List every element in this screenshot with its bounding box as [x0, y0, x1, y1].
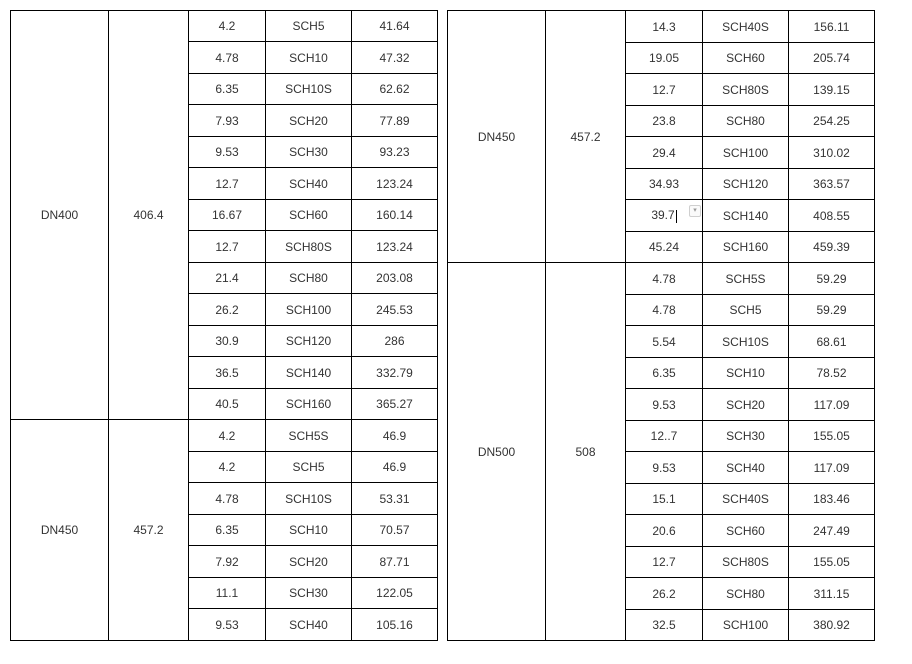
schedule-cell[interactable]: [266, 42, 352, 74]
wall-thickness-cell[interactable]: [189, 515, 266, 546]
cell-text: 87.71: [379, 554, 410, 569]
cell-text: 46.9: [382, 428, 407, 443]
schedule-cell[interactable]: [703, 610, 789, 641]
cell-text: 245.53: [376, 302, 413, 317]
schedule-cell[interactable]: [266, 578, 352, 609]
wall-thickness-cell[interactable]: [626, 43, 703, 74]
weight-cell[interactable]: [789, 295, 875, 326]
cell-text: SCH60: [289, 208, 328, 222]
weight-cell[interactable]: [789, 106, 875, 137]
weight-cell[interactable]: [789, 421, 875, 452]
wall-thickness-cell[interactable]: [189, 294, 266, 326]
schedule-cell[interactable]: [266, 74, 352, 105]
schedule-cell[interactable]: [266, 357, 352, 389]
cell-text: 53.31: [379, 491, 410, 506]
cell-text: 4.78: [215, 50, 239, 65]
schedule-cell[interactable]: [703, 263, 789, 295]
cell-text: 310.02: [813, 145, 850, 160]
cell-text: 6.35: [652, 366, 676, 380]
cell-text: SCH40: [289, 176, 328, 191]
cell-text: 117.09: [813, 397, 850, 412]
weight-cell[interactable]: [789, 610, 875, 641]
schedule-cell[interactable]: [266, 263, 352, 294]
weight-cell[interactable]: [352, 515, 438, 546]
right-pipe-table: [447, 10, 875, 641]
active-wall-thickness-cell[interactable]: [626, 200, 703, 232]
weight-cell[interactable]: [789, 452, 875, 484]
cell-text: 311.15: [813, 586, 850, 601]
cell-text: 7.93: [215, 113, 239, 128]
cell-text: SCH40: [289, 617, 328, 632]
cell-text: 26.2: [652, 586, 676, 601]
cell-text: 247.49: [813, 523, 850, 538]
schedule-cell[interactable]: [703, 358, 789, 389]
cell-text: 59.29: [816, 303, 847, 317]
cell-text: 123.24: [376, 239, 413, 254]
cell-text: SCH10: [289, 523, 328, 537]
cell-text: 45.24: [648, 240, 680, 254]
cell-text: 286: [384, 334, 405, 348]
wall-thickness-cell[interactable]: [189, 263, 266, 294]
weight-cell[interactable]: [352, 326, 438, 357]
nominal-diameter-cell[interactable]: DN450: [11, 420, 109, 641]
wall-thickness-cell[interactable]: [189, 137, 266, 168]
wall-thickness-cell[interactable]: [626, 74, 703, 106]
wall-thickness-cell[interactable]: [189, 609, 266, 641]
cell-text: SCH20: [289, 113, 328, 128]
weight-cell[interactable]: [789, 232, 875, 263]
cell-text: SCH10: [726, 366, 765, 380]
cell-text: SCH30: [289, 145, 328, 159]
cell-text: 59.29: [816, 271, 847, 286]
schedule-cell[interactable]: [703, 484, 789, 515]
schedule-cell[interactable]: [703, 295, 789, 326]
cell-text: 36.5: [215, 365, 239, 380]
cell-text: 139.15: [813, 82, 850, 97]
weight-cell[interactable]: [789, 263, 875, 295]
cell-text: 19.05: [648, 51, 680, 65]
cell-text: SCH30: [726, 429, 765, 443]
wall-thickness-cell[interactable]: [626, 169, 703, 200]
cell-text: 11.1: [215, 586, 239, 600]
cell-text: 4.78: [652, 271, 676, 286]
cell-text: SCH160: [722, 240, 769, 254]
cell-text: SCH80S: [722, 82, 769, 97]
schedule-cell[interactable]: [703, 389, 789, 421]
cell-text: SCH80S: [722, 555, 769, 569]
weight-cell[interactable]: [352, 168, 438, 200]
wall-thickness-cell[interactable]: [626, 578, 703, 610]
cell-text: 6.35: [215, 523, 239, 537]
cell-text: 9.53: [215, 145, 239, 159]
cell-text: SCH10S: [285, 82, 332, 96]
wall-thickness-cell[interactable]: [189, 578, 266, 609]
weight-cell[interactable]: [789, 43, 875, 74]
cell-text: 183.46: [813, 492, 850, 506]
cell-text: SCH100: [285, 302, 332, 317]
wall-thickness-cell[interactable]: [189, 357, 266, 389]
outside-diameter-cell[interactable]: 457.2: [546, 11, 626, 263]
cell-text: SCH160: [285, 397, 332, 411]
cell-text: SCH120: [722, 177, 769, 191]
cell-text: 4.78: [215, 491, 239, 506]
cell-text: 9.53: [652, 397, 676, 412]
cell-text: 155.05: [813, 429, 850, 443]
wall-thickness-cell[interactable]: [626, 295, 703, 326]
schedule-cell[interactable]: [703, 326, 789, 358]
schedule-cell[interactable]: [266, 452, 352, 483]
cell-text: 6.35: [215, 82, 239, 96]
schedule-cell[interactable]: [266, 137, 352, 168]
cell-text: 123.24: [376, 176, 413, 191]
cell-text: 29.4: [652, 145, 676, 160]
cell-text: SCH140: [722, 208, 769, 223]
outside-diameter-cell[interactable]: 508: [546, 263, 626, 641]
cell-text: 254.25: [813, 114, 850, 128]
nominal-diameter-cell[interactable]: DN500: [448, 263, 546, 641]
cell-text: 26.2: [215, 302, 239, 317]
cell-text: SCH80: [726, 586, 765, 601]
schedule-cell[interactable]: [266, 168, 352, 200]
schedule-cell[interactable]: [266, 294, 352, 326]
cell-text: 459.39: [813, 240, 850, 254]
cell-text: 32.5: [652, 618, 676, 632]
schedule-cell[interactable]: [266, 609, 352, 641]
wall-thickness-cell[interactable]: [626, 610, 703, 641]
cell-text: SCH40S: [722, 492, 769, 506]
schedule-cell[interactable]: [703, 106, 789, 137]
cell-text: 46.9: [382, 460, 407, 474]
cell-text: 122.05: [376, 586, 413, 600]
cell-text: SCH5: [292, 19, 325, 33]
weight-cell[interactable]: [352, 42, 438, 74]
cell-text: 47.32: [379, 50, 410, 65]
cell-text: 23.8: [652, 114, 676, 128]
wall-thickness-cell[interactable]: [189, 483, 266, 515]
cell-text: SCH20: [289, 554, 328, 569]
cell-text: 5.54: [652, 334, 676, 349]
cell-text: 16.67: [211, 208, 243, 222]
weight-cell[interactable]: [789, 326, 875, 358]
cell-text: 12.7: [215, 239, 239, 254]
wall-thickness-cell[interactable]: [189, 168, 266, 200]
cell-text: 12..7: [650, 429, 678, 443]
cell-text: SCH60: [726, 51, 765, 65]
weight-cell[interactable]: [789, 389, 875, 421]
weight-cell[interactable]: [789, 137, 875, 169]
wall-thickness-cell[interactable]: [626, 421, 703, 452]
schedule-cell[interactable]: [703, 452, 789, 484]
cell-text: 34.93: [648, 177, 680, 191]
cell-text: SCH5: [292, 460, 325, 474]
schedule-cell[interactable]: [703, 421, 789, 452]
weight-cell[interactable]: [352, 11, 438, 42]
cell-text: SCH5S: [288, 428, 329, 443]
weight-cell[interactable]: [352, 452, 438, 483]
cell-text: 41.64: [379, 19, 410, 33]
cell-text: 117.09: [813, 460, 850, 475]
text-caret: [676, 210, 677, 223]
weight-cell[interactable]: [352, 105, 438, 137]
cell-text: 332.79: [376, 365, 413, 380]
weight-cell[interactable]: [789, 358, 875, 389]
weight-cell[interactable]: [789, 515, 875, 547]
cell-text: SCH80: [289, 271, 328, 285]
cell-text: SCH10: [289, 50, 328, 65]
cell-text: 93.23: [379, 145, 410, 159]
table-row: [448, 263, 875, 295]
schedule-cell[interactable]: [266, 200, 352, 231]
cell-text: SCH80S: [285, 239, 332, 254]
cell-text: SCH100: [722, 618, 769, 632]
schedule-cell[interactable]: [266, 546, 352, 578]
schedule-cell[interactable]: [266, 389, 352, 420]
schedule-cell[interactable]: [266, 231, 352, 263]
table-row: [11, 11, 438, 42]
wall-thickness-cell[interactable]: [626, 106, 703, 137]
wall-thickness-cell[interactable]: [626, 358, 703, 389]
schedule-cell[interactable]: [703, 200, 789, 232]
cell-text: 203.08: [376, 271, 413, 285]
cell-text: SCH20: [726, 397, 765, 412]
cell-text: 160.14: [376, 208, 413, 222]
cell-text: SCH10S: [285, 491, 332, 506]
schedule-cell[interactable]: [266, 11, 352, 42]
schedule-cell[interactable]: [266, 420, 352, 452]
wall-thickness-cell[interactable]: [189, 74, 266, 105]
cell-text: 9.53: [215, 617, 239, 632]
cell-text: 156.11: [813, 19, 850, 34]
wall-thickness-cell[interactable]: [626, 263, 703, 295]
dropdown-arrow-icon[interactable]: ▾: [689, 205, 701, 217]
cell-text: 78.52: [816, 366, 847, 380]
wall-thickness-cell[interactable]: [626, 452, 703, 484]
cell-text: 155.05: [813, 555, 850, 569]
wall-thickness-cell[interactable]: [189, 326, 266, 357]
table-row: [11, 420, 438, 452]
weight-cell[interactable]: [352, 137, 438, 168]
cell-text: 105.16: [376, 617, 413, 632]
outside-diameter-cell[interactable]: 406.4: [109, 11, 189, 420]
cell-text: 68.61: [816, 334, 847, 349]
weight-cell[interactable]: [352, 357, 438, 389]
cell-text: SCH100: [722, 145, 769, 160]
wall-thickness-cell[interactable]: [189, 200, 266, 231]
weight-cell[interactable]: [352, 546, 438, 578]
cell-text: 12.7: [652, 82, 676, 97]
cell-text: 380.92: [813, 618, 850, 632]
schedule-cell[interactable]: [703, 74, 789, 106]
cell-text: 20.6: [652, 523, 676, 538]
weight-cell[interactable]: [352, 420, 438, 452]
wall-thickness-cell[interactable]: [189, 105, 266, 137]
cell-text: 40.5: [215, 397, 239, 411]
cell-text: SCH5: [729, 303, 762, 317]
wall-thickness-cell[interactable]: [626, 11, 703, 43]
weight-cell[interactable]: [352, 609, 438, 641]
cell-text: 15.1: [652, 492, 676, 506]
cell-text: 7.92: [215, 554, 239, 569]
cell-text: 70.57: [379, 523, 410, 537]
cell-text: SCH30: [289, 586, 328, 600]
weight-cell[interactable]: [352, 389, 438, 420]
cell-text: SCH120: [285, 334, 332, 348]
outside-diameter-cell[interactable]: 457.2: [109, 420, 189, 641]
cell-text: 21.4: [215, 271, 239, 285]
cell-text: 9.53: [652, 460, 676, 475]
schedule-cell[interactable]: [703, 137, 789, 169]
schedule-cell[interactable]: [703, 11, 789, 43]
weight-cell[interactable]: [789, 578, 875, 610]
cell-text: SCH60: [726, 523, 765, 538]
wall-thickness-cell[interactable]: [626, 232, 703, 263]
weight-cell[interactable]: [352, 231, 438, 263]
cell-text: SCH5S: [725, 271, 766, 286]
wall-thickness-cell[interactable]: [189, 42, 266, 74]
nominal-diameter-cell[interactable]: DN450: [448, 11, 546, 263]
schedule-cell[interactable]: [266, 105, 352, 137]
schedule-cell[interactable]: [266, 483, 352, 515]
wall-thickness-cell[interactable]: [626, 515, 703, 547]
wall-thickness-cell[interactable]: [626, 484, 703, 515]
nominal-diameter-cell[interactable]: DN400: [11, 11, 109, 420]
wall-thickness-cell[interactable]: [189, 11, 266, 42]
cell-text: 30.9: [215, 334, 239, 348]
weight-cell[interactable]: [789, 11, 875, 43]
schedule-cell[interactable]: [703, 43, 789, 74]
schedule-cell[interactable]: [703, 547, 789, 578]
cell-text: 77.89: [379, 113, 410, 128]
weight-cell[interactable]: [789, 484, 875, 515]
cell-text: 205.74: [813, 51, 850, 65]
weight-cell[interactable]: [789, 200, 875, 232]
cell-text: 14.3: [652, 19, 676, 34]
cell-text: 62.62: [379, 82, 410, 96]
weight-cell[interactable]: [352, 263, 438, 294]
weight-cell[interactable]: [352, 200, 438, 231]
left-pipe-table: [10, 10, 438, 641]
cell-text: 39.7: [651, 208, 675, 223]
weight-cell[interactable]: [789, 547, 875, 578]
cell-text: SCH40S: [722, 19, 769, 34]
schedule-cell[interactable]: [703, 169, 789, 200]
cell-text: SCH40: [726, 460, 765, 475]
wall-thickness-cell[interactable]: [189, 231, 266, 263]
weight-cell[interactable]: [789, 74, 875, 106]
cell-text: 4.2: [218, 19, 236, 33]
wall-thickness-cell[interactable]: [626, 137, 703, 169]
weight-cell[interactable]: [789, 169, 875, 200]
cell-text: 4.78: [652, 303, 676, 317]
weight-cell[interactable]: [352, 294, 438, 326]
cell-text: 4.2: [218, 428, 236, 443]
weight-cell[interactable]: [352, 74, 438, 105]
cell-text: 363.57: [813, 177, 850, 191]
wall-thickness-cell[interactable]: [189, 546, 266, 578]
wall-thickness-cell[interactable]: [626, 326, 703, 358]
cell-text: 4.2: [218, 460, 236, 474]
weight-cell[interactable]: [352, 578, 438, 609]
cell-text: 12.7: [652, 555, 676, 569]
cell-text: SCH10S: [722, 334, 769, 349]
cell-text: SCH140: [285, 365, 332, 380]
wall-thickness-cell[interactable]: [189, 389, 266, 420]
cell-text: SCH80: [726, 114, 765, 128]
wall-thickness-cell[interactable]: [626, 389, 703, 421]
wall-thickness-cell[interactable]: [626, 547, 703, 578]
schedule-cell[interactable]: [703, 515, 789, 547]
wall-thickness-cell[interactable]: [189, 420, 266, 452]
schedule-cell[interactable]: [703, 578, 789, 610]
schedule-cell[interactable]: [703, 232, 789, 263]
cell-text: 12.7: [215, 176, 239, 191]
cell-text: 365.27: [376, 397, 413, 411]
wall-thickness-cell[interactable]: [189, 452, 266, 483]
cell-text: 408.55: [813, 208, 850, 223]
weight-cell[interactable]: [352, 483, 438, 515]
schedule-cell[interactable]: [266, 515, 352, 546]
table-row: [448, 11, 875, 43]
schedule-cell[interactable]: [266, 326, 352, 357]
